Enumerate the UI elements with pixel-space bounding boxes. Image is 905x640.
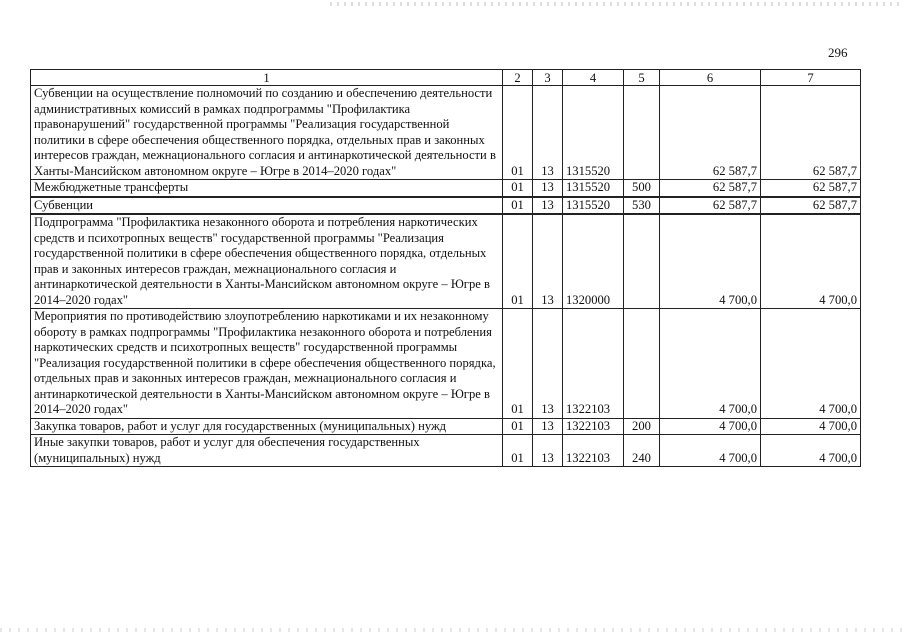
cell-sum-2015: 62 587,7	[761, 86, 861, 180]
cell-vr: 200	[624, 418, 660, 435]
budget-table	[30, 69, 861, 467]
cell-vr: 500	[624, 180, 660, 197]
table-row	[31, 180, 861, 197]
cell-name: Субвенции	[31, 197, 503, 215]
cell-rz: 01	[503, 418, 533, 435]
header-col-4: 4	[563, 70, 624, 86]
scan-noise-bottom	[0, 628, 905, 632]
cell-sum-2014: 4 700,0	[660, 214, 761, 309]
cell-name: Межбюджетные трансферты	[31, 180, 503, 197]
cell-sum-2015: 4 700,0	[761, 435, 861, 467]
cell-vr	[624, 86, 660, 180]
cell-rz: 01	[503, 197, 533, 215]
table-row	[31, 197, 861, 215]
cell-csr: 1315520	[563, 86, 624, 180]
cell-csr: 1322103	[563, 309, 624, 419]
cell-name: Мероприятия по противодействию злоупотреблению наркотиками и их незаконному обороту в рамках подпрограммы "Профилактика незаконного оборота и потребления наркотических средств и психотропных веществ" государственной программы "Реализация государственной политики в сфере обеспечения общественного порядка, отдельных прав и законных интересов граждан, межнационального согласия и антинаркотической деятельности в Ханты-Мансийском автономном округе – Югре в 2014–2020 годах"	[31, 309, 503, 419]
header-col-3: 3	[533, 70, 563, 86]
cell-sum-2014: 62 587,7	[660, 86, 761, 180]
cell-name: Закупка товаров, работ и услуг для государственных (муниципальных) нужд	[31, 418, 503, 435]
header-col-7: 7	[761, 70, 861, 86]
table-row	[31, 86, 861, 180]
cell-vr: 530	[624, 197, 660, 215]
cell-pr: 13	[533, 418, 563, 435]
cell-rz: 01	[503, 180, 533, 197]
scan-noise-top	[330, 2, 900, 6]
table-row	[31, 435, 861, 467]
cell-sum-2014: 62 587,7	[660, 197, 761, 215]
cell-pr: 13	[533, 309, 563, 419]
cell-csr: 1320000	[563, 214, 624, 309]
cell-vr	[624, 309, 660, 419]
header-col-5: 5	[624, 70, 660, 86]
cell-pr: 13	[533, 86, 563, 180]
page-number: 296	[828, 45, 848, 60]
header-col-2: 2	[503, 70, 533, 86]
cell-sum-2014: 4 700,0	[660, 435, 761, 467]
header-row	[31, 70, 861, 86]
cell-sum-2015: 4 700,0	[761, 309, 861, 419]
cell-csr: 1315520	[563, 197, 624, 215]
cell-sum-2015: 62 587,7	[761, 180, 861, 197]
cell-vr: 240	[624, 435, 660, 467]
cell-csr: 1322103	[563, 435, 624, 467]
cell-csr: 1322103	[563, 418, 624, 435]
cell-rz: 01	[503, 435, 533, 467]
cell-sum-2015: 4 700,0	[761, 418, 861, 435]
cell-pr: 13	[533, 214, 563, 309]
cell-rz: 01	[503, 86, 533, 180]
cell-sum-2015: 4 700,0	[761, 214, 861, 309]
cell-vr	[624, 214, 660, 309]
cell-name: Иные закупки товаров, работ и услуг для обеспечения государственных (муниципальных) нужд	[31, 435, 503, 467]
cell-csr: 1315520	[563, 180, 624, 197]
cell-pr: 13	[533, 197, 563, 215]
cell-sum-2014: 4 700,0	[660, 418, 761, 435]
cell-name: Подпрограмма "Профилактика незаконного оборота и потребления наркотических средств и психотропных веществ" государственной программы "Реализация государственной политики в сфере обеспечения общественного порядка, отдельных прав и законных интересов граждан, межнационального согласия и антинаркотической деятельности в Ханты-Мансийском автономном округе – Югре в 2014–2020 годах"	[31, 214, 503, 309]
cell-sum-2014: 62 587,7	[660, 180, 761, 197]
table-row	[31, 309, 861, 419]
header-col-6: 6	[660, 70, 761, 86]
cell-sum-2015: 62 587,7	[761, 197, 861, 215]
header-col-1: 1	[31, 70, 503, 86]
cell-rz: 01	[503, 214, 533, 309]
cell-pr: 13	[533, 180, 563, 197]
cell-name: Субвенции на осуществление полномочий по созданию и обеспечению деятельности административных комиссий в рамках подпрограммы "Профилактика правонарушений" государственной программы "Реализация государственной политики в сфере обеспечения общественного порядка, отдельных прав и законных интересов граждан, межнационального согласия и антинаркотической деятельности в Ханты-Мансийском автономном округе – Югре в 2014–2020 годах"	[31, 86, 503, 180]
cell-pr: 13	[533, 435, 563, 467]
cell-sum-2014: 4 700,0	[660, 309, 761, 419]
table-row	[31, 418, 861, 435]
table-row	[31, 214, 861, 309]
cell-rz: 01	[503, 309, 533, 419]
